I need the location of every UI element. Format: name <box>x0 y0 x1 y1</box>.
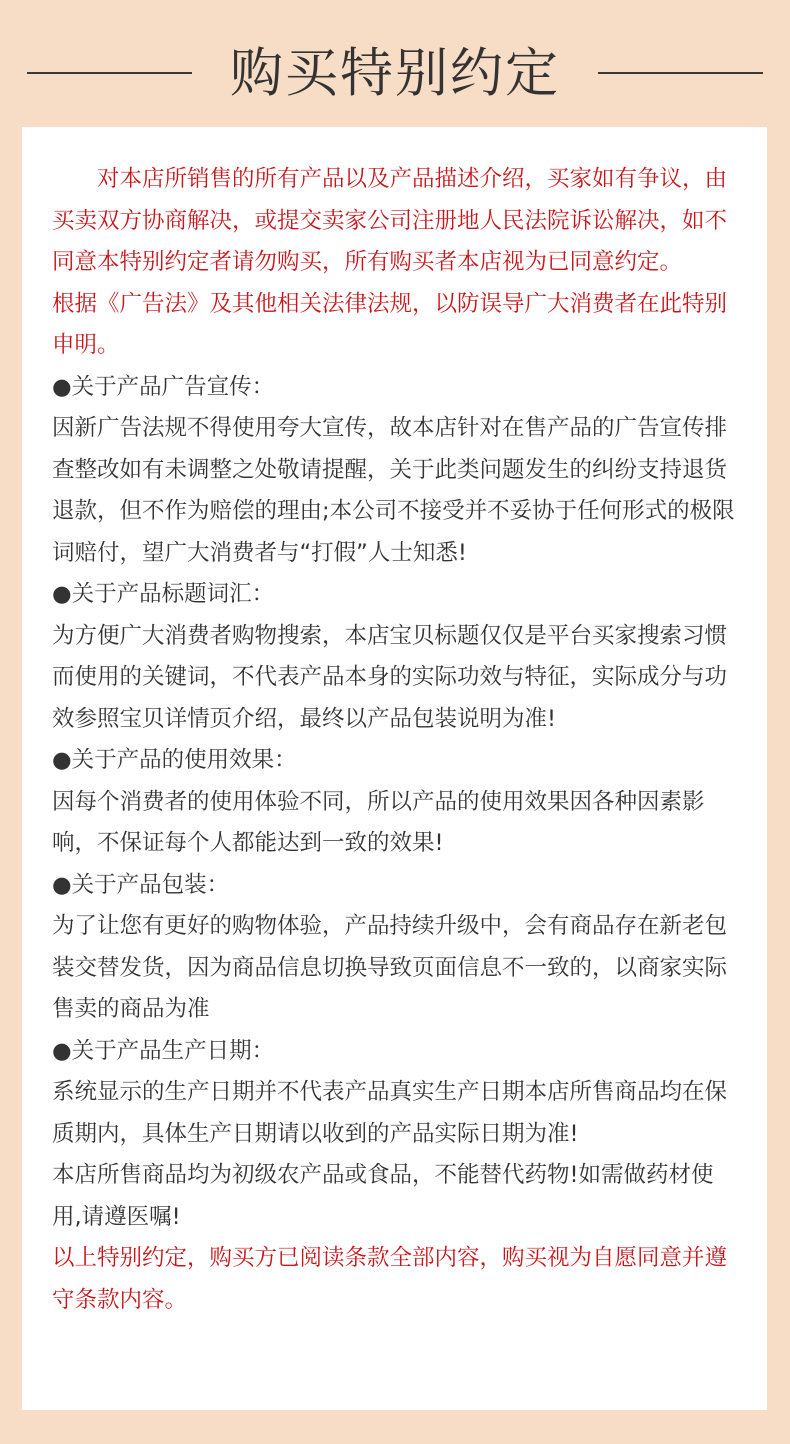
title-rule-left <box>27 72 192 74</box>
section-body-effects: 因每个消费者的使用体验不同，所以产品的使用效果因各种因素影响，不保证每个人都能达到一致的效果! <box>52 788 705 856</box>
section-heading-advertising: ●关于产品广告宣传： <box>52 373 275 400</box>
header <box>0 0 790 126</box>
section-heading-packaging: ●关于产品包装： <box>52 871 230 898</box>
section-body-production-date: 系统显示的生产日期并不代表产品真实生产日期本店所售商品均在保质期内，具体生产日期请以收到的产品实际日期为准! <box>52 1079 728 1147</box>
section-body-title-terms: 为方便广大消费者购物搜索，本店宝贝标题仅仅是平台买家搜索习惯而使用的关键词，不代表产品本身的实际功效与特征，实际成分与功效参照宝贝详情页介绍，最终以产品包装说明为准! <box>52 622 728 732</box>
title-rule-right <box>598 72 763 74</box>
section-heading-production-date: ●关于产品生产日期： <box>52 1037 275 1064</box>
section-heading-effects: ●关于产品的使用效果： <box>52 747 297 773</box>
disclaimer-paragraph: 本店所售商品均为初级农产品或食品，不能替代药物!如需做药材使用,请遵医嘱! <box>52 1162 714 1230</box>
closing-paragraph: 以上特别约定，购买方已阅读条款全部内容，购买视为自愿同意并遵守条款内容。 <box>52 1245 728 1313</box>
intro-paragraph: 对本店所销售的所有产品以及产品描述介绍，买家如有争议，由买卖双方协商解决，或提交卖家公司注册地人民法院诉讼解决，如不同意本特别约定者请勿购买，所有购买者本店视为已同意约定。 <box>52 166 728 275</box>
page-title: 购买特别约定 <box>230 43 560 104</box>
terms-content <box>52 159 742 1321</box>
section-body-packaging: 为了让您有更好的购物体验，产品持续升级中，会有商品存在新老包装交替发货，因为商品信息切换导致页面信息不一致的，以商家实际售卖的商品为准 <box>52 913 728 1022</box>
terms-card <box>22 127 767 1410</box>
section-heading-title-terms: ●关于产品标题词汇： <box>52 581 275 607</box>
notice-paragraph: 根据《广告法》及其他相关法律法规，以防误导广大消费者在此特别申明。 <box>52 290 728 358</box>
section-body-advertising: 因新广告法规不得使用夸大宣传，故本店针对在售产品的广告宣传排查整改如有未调整之处敬请提醒，关于此类问题发生的纠纷支持退货退款，但不作为赔偿的理由;本公司不接受并不妥协于任何形式的极限词赔付，望广大消费者与“打假”人士知悉! <box>52 415 735 566</box>
